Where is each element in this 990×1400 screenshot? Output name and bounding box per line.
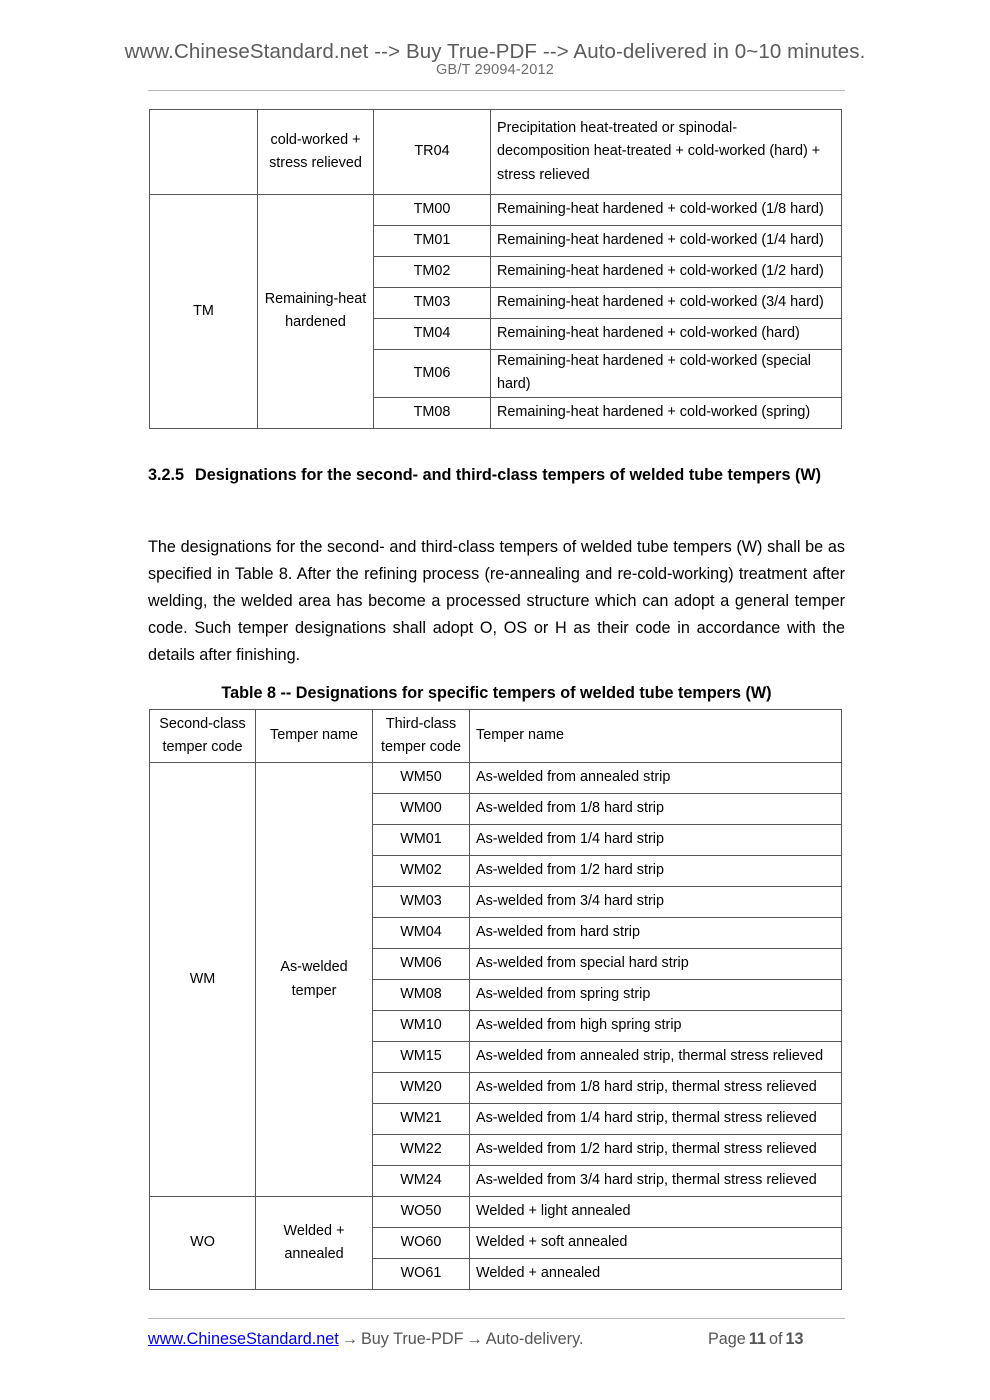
third-class-code-cell: TM01 xyxy=(374,226,491,257)
page-number: 11 xyxy=(748,1330,766,1348)
footer-divider xyxy=(148,1318,845,1319)
header-promo-text: www.ChineseStandard.net --> Buy True-PDF --> Auto-delivered in 0~10 minutes. xyxy=(124,40,866,63)
temper-description-cell: As-welded from high spring strip xyxy=(470,1011,842,1042)
desc-line2: hard) xyxy=(497,376,531,393)
second-class-code-cell: WM xyxy=(150,763,256,1197)
header-line2: temper code xyxy=(381,739,461,755)
section-heading xyxy=(148,462,845,488)
third-class-code-cell: WM03 xyxy=(373,887,470,918)
temper-name-cell xyxy=(256,763,373,1197)
page-indicator xyxy=(708,1330,806,1349)
header-standard-code: GB/T 29094-2012 xyxy=(435,62,554,78)
second-class-code-cell: WO xyxy=(150,1197,256,1290)
third-class-code-cell: WM24 xyxy=(373,1166,470,1197)
table-row xyxy=(150,1197,842,1228)
header-divider xyxy=(148,90,845,91)
temper-description-cell: As-welded from 1/8 hard strip, thermal stress relieved xyxy=(470,1073,842,1104)
table-welded-tube-tempers xyxy=(149,709,842,1290)
temper-description-cell: As-welded from annealed strip xyxy=(470,763,842,794)
section-title: Designations for the second- and third-class tempers of welded tube tempers (W) xyxy=(195,466,822,484)
second-class-code-cell: TM xyxy=(150,195,258,429)
third-class-code-cell: TM00 xyxy=(374,195,491,226)
desc-line2: decomposition heat-treated + cold-worked (hard) + xyxy=(497,143,821,160)
third-class-code-cell: WO61 xyxy=(373,1259,470,1290)
header-second-class-code xyxy=(150,710,256,763)
third-class-code-cell: TM04 xyxy=(374,319,491,350)
third-class-code-cell: TM03 xyxy=(374,288,491,319)
temper-description-cell: As-welded from hard strip xyxy=(470,918,842,949)
third-class-code-cell: WM20 xyxy=(373,1073,470,1104)
page-total: 13 xyxy=(785,1330,804,1348)
table-temper-designations-tm xyxy=(149,109,842,429)
third-class-code-cell: WO50 xyxy=(373,1197,470,1228)
header-third-class-code xyxy=(373,710,470,763)
third-class-code-cell: WM15 xyxy=(373,1042,470,1073)
temper-description-cell: Remaining-heat hardened + cold-worked (spring) xyxy=(491,397,842,428)
section-paragraph: The designations for the second- and third-class tempers of welded tube tempers (W) shall be as specified in Table 8. After the refining process (re-annealing and re-cold-working) treatment after welding, the welded area has become a processed structure which can adopt a general temper code. Such temper designations shall adopt O, OS or H as their code in accordance with the details after finishing. xyxy=(148,538,845,664)
temper-description-cell xyxy=(491,110,842,195)
third-class-code-cell: TM08 xyxy=(374,397,491,428)
temper-description-cell: As-welded from annealed strip, thermal stress relieved xyxy=(470,1042,842,1073)
temper-name-line1: cold-worked + xyxy=(270,131,361,148)
third-class-code-cell: WM01 xyxy=(373,825,470,856)
footer-promo xyxy=(148,1330,583,1348)
header-line1: Second-class xyxy=(159,715,246,732)
table8-caption: Table 8 -- Designations for specific tempers of welded tube tempers (W) xyxy=(221,684,772,702)
temper-description-cell: Welded + annealed xyxy=(470,1259,842,1290)
temper-name-cell xyxy=(258,110,374,195)
header-temper-name: Temper name xyxy=(256,710,373,763)
desc-line1: Precipitation heat-treated or spinodal- xyxy=(497,120,737,136)
third-class-code-cell: WO60 xyxy=(373,1228,470,1259)
arrow-right-icon: → xyxy=(341,1330,358,1348)
temper-description-cell: As-welded from spring strip xyxy=(470,980,842,1011)
temper-description-cell: As-welded from 1/4 hard strip, thermal stress relieved xyxy=(470,1104,842,1135)
temper-name-line2: annealed xyxy=(284,1246,344,1262)
third-class-code-cell: WM10 xyxy=(373,1011,470,1042)
temper-description-cell: As-welded from 1/2 hard strip xyxy=(470,856,842,887)
section-number: 3.2.5 xyxy=(148,466,185,484)
second-class-code-cell xyxy=(150,110,258,195)
table-row xyxy=(150,763,842,794)
table-row xyxy=(150,110,842,195)
temper-name-line1: As-welded xyxy=(280,959,348,976)
temper-description-cell: As-welded from 1/8 hard strip xyxy=(470,794,842,825)
footer-site-link[interactable]: www.ChineseStandard.net xyxy=(148,1330,339,1348)
third-class-code-cell: TM02 xyxy=(374,257,491,288)
temper-description-cell: Remaining-heat hardened + cold-worked (1/8 hard) xyxy=(491,195,842,226)
temper-name-line1: Welded + xyxy=(283,1222,345,1239)
temper-name-line2: stress relieved xyxy=(269,155,362,171)
third-class-code-cell: TR04 xyxy=(374,110,491,195)
temper-description-cell: As-welded from 1/4 hard strip xyxy=(470,825,842,856)
temper-description-cell: As-welded from 1/2 hard strip, thermal stress relieved xyxy=(470,1135,842,1166)
table-row xyxy=(150,195,842,226)
footer-delivery-label: Auto-delivery. xyxy=(485,1330,584,1348)
third-class-code-cell: WM00 xyxy=(373,794,470,825)
temper-name-line1: Remaining-heat xyxy=(264,291,367,307)
temper-description-cell xyxy=(491,350,842,398)
temper-name-cell xyxy=(258,195,374,429)
third-class-code-cell: WM02 xyxy=(373,856,470,887)
temper-description-cell: Remaining-heat hardened + cold-worked (hard) xyxy=(491,319,842,350)
page-footer xyxy=(148,1330,845,1349)
footer-buy-label: Buy True-PDF xyxy=(360,1330,464,1348)
of-label: of xyxy=(768,1330,783,1348)
temper-description-cell: As-welded from special hard strip xyxy=(470,949,842,980)
third-class-code-cell: WM04 xyxy=(373,918,470,949)
third-class-code-cell: WM06 xyxy=(373,949,470,980)
desc-line3: stress relieved xyxy=(497,166,590,183)
third-class-code-cell: WM08 xyxy=(373,980,470,1011)
temper-name-line2: hardened xyxy=(285,314,346,331)
temper-description-cell: As-welded from 3/4 hard strip xyxy=(470,887,842,918)
temper-name-line2: temper xyxy=(291,982,337,999)
temper-description-cell: Welded + light annealed xyxy=(470,1197,842,1228)
third-class-code-cell: WM50 xyxy=(373,763,470,794)
third-class-code-cell: WM22 xyxy=(373,1135,470,1166)
third-class-code-cell: WM21 xyxy=(373,1104,470,1135)
page-label: Page xyxy=(708,1330,746,1348)
header-line1: Third-class xyxy=(385,715,457,732)
third-class-code-cell: TM06 xyxy=(374,350,491,398)
temper-description-cell: Remaining-heat hardened + cold-worked (3/4 hard) xyxy=(491,288,842,319)
arrow-right-icon-2: → xyxy=(466,1330,483,1348)
header-temper-name-desc: Temper name xyxy=(470,710,842,763)
temper-description-cell: Welded + soft annealed xyxy=(470,1228,842,1259)
temper-description-cell: As-welded from 3/4 hard strip, thermal stress relieved xyxy=(470,1166,842,1197)
temper-description-cell: Remaining-heat hardened + cold-worked (1/2 hard) xyxy=(491,257,842,288)
temper-description-cell: Remaining-heat hardened + cold-worked (1/4 hard) xyxy=(491,226,842,257)
table-header-row xyxy=(150,710,842,763)
header-line2: temper code xyxy=(162,739,243,755)
desc-line1: Remaining-heat hardened + cold-worked (special xyxy=(497,353,811,369)
temper-name-cell xyxy=(256,1197,373,1290)
